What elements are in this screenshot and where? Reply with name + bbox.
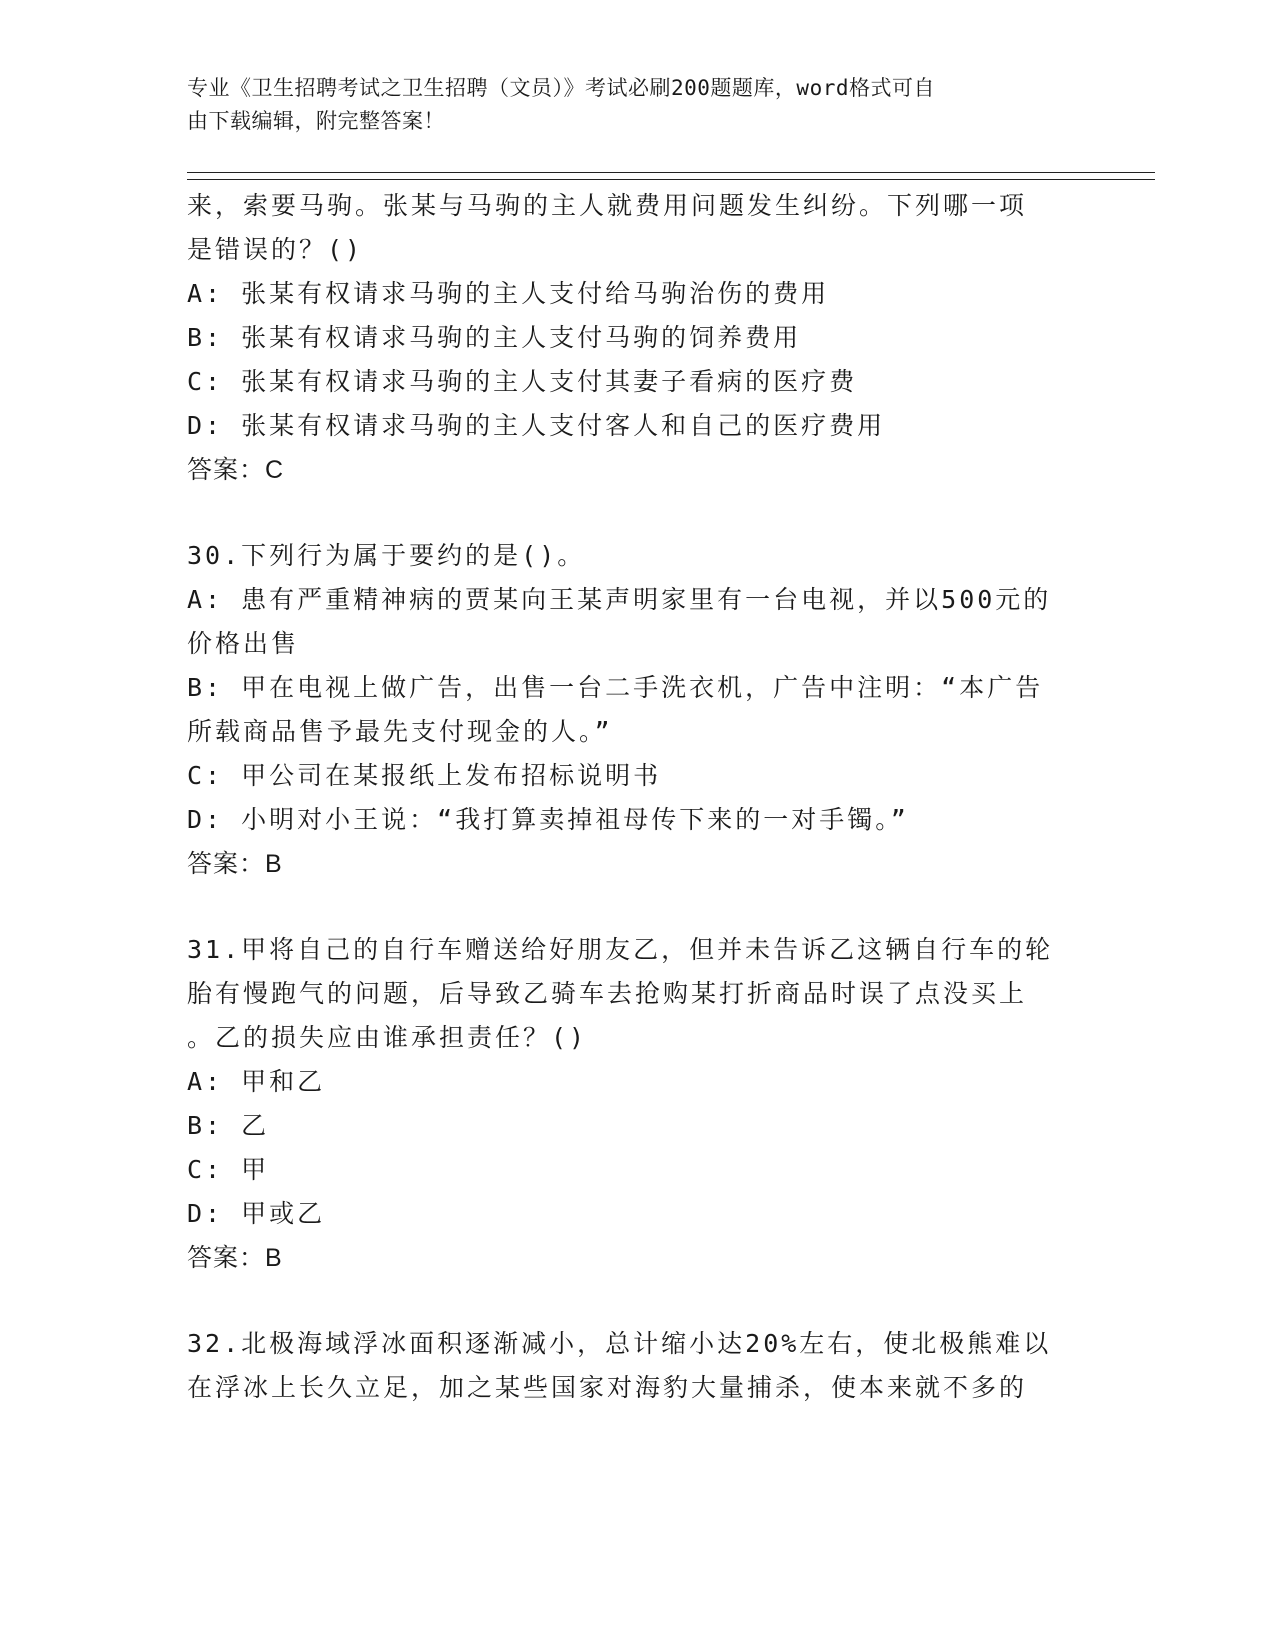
question-30-option-b-line-1: B: 甲在电视上做广告，出售一台二手洗衣机，广告中注明：“本广告 (187, 673, 1044, 702)
question-30-stem: 30.下列行为属于要约的是()。 (187, 541, 586, 570)
header-line-1: 专业《卫生招聘考试之卫生招聘（文员）》考试必刷200题题库，word格式可自 (187, 76, 935, 100)
question-31-stem-line-2: 胎有慢跑气的问题，后导致乙骑车去抢购某打折商品时误了点没买上 (187, 979, 1028, 1008)
question-31-stem-line-1: 31.甲将自己的自行车赠送给好朋友乙，但并未告诉乙这辆自行车的轮 (187, 935, 1054, 964)
question-29-stem-line-1: 来，索要马驹。张某与马驹的主人就费用问题发生纠纷。下列哪一项 (187, 191, 1028, 220)
question-31-answer: 答案：B (187, 1244, 283, 1272)
question-31-option-c: C: 甲 (187, 1155, 270, 1184)
header-divider-bottom (187, 179, 1155, 180)
question-29-option-d: D: 张某有权请求马驹的主人支付客人和自己的医疗费用 (187, 411, 886, 440)
question-31-option-b: B: 乙 (187, 1111, 270, 1140)
header-divider-top (187, 172, 1155, 173)
question-30-option-a-line-1: A: 患有严重精神病的贾某向王某声明家里有一台电视，并以500元的 (187, 585, 1052, 614)
question-29-option-b: B: 张某有权请求马驹的主人支付马驹的饲养费用 (187, 323, 802, 352)
header-line-2: 由下载编辑，附完整答案！ (187, 109, 445, 133)
question-29-stem-line-2: 是错误的？() (187, 235, 364, 264)
question-31-option-d: D: 甲或乙 (187, 1199, 326, 1228)
question-29-answer: 答案：C (187, 456, 285, 484)
question-31-option-a: A: 甲和乙 (187, 1067, 326, 1096)
question-32-stem-line-1: 32.北极海域浮冰面积逐渐减小，总计缩小达20%左右，使北极熊难以 (187, 1329, 1052, 1358)
question-31-stem-line-3: 。乙的损失应由谁承担责任？() (187, 1023, 588, 1052)
question-29-option-c: C: 张某有权请求马驹的主人支付其妻子看病的医疗费 (187, 367, 858, 396)
document-header (187, 72, 1067, 138)
question-29-option-a: A: 张某有权请求马驹的主人支付给马驹治伤的费用 (187, 279, 830, 308)
question-32-stem-line-2: 在浮冰上长久立足，加之某些国家对海豹大量捕杀，使本来就不多的 (187, 1373, 1028, 1402)
question-30-option-c: C: 甲公司在某报纸上发布招标说明书 (187, 761, 662, 790)
question-30-answer: 答案：B (187, 850, 283, 878)
question-30-option-b-line-2: 所载商品售予最先支付现金的人。” (187, 717, 613, 746)
question-30-option-a-line-2: 价格出售 (187, 629, 300, 658)
question-30-option-d: D: 小明对小王说：“我打算卖掉祖母传下来的一对手镯。” (187, 805, 909, 834)
